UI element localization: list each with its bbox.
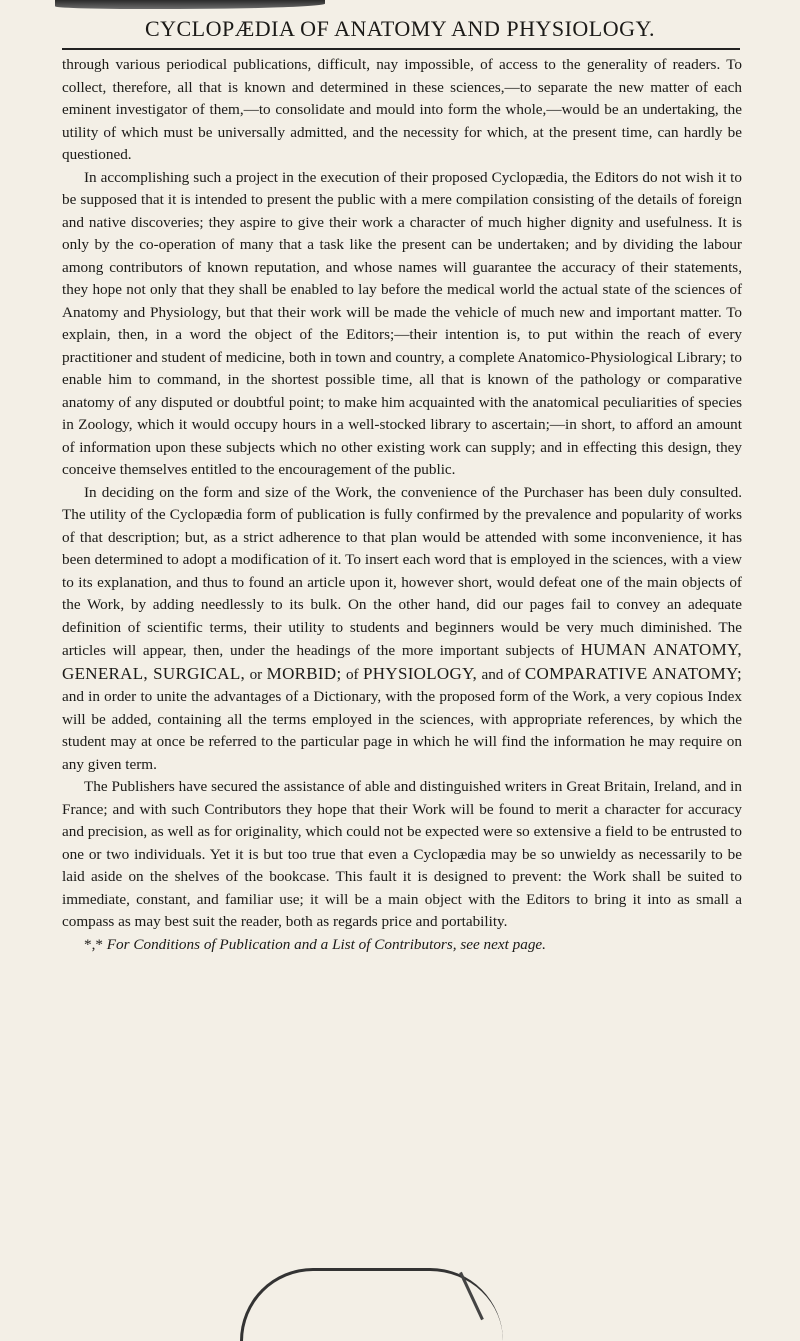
heading-morbid: MORBID; xyxy=(266,663,342,683)
paragraph-3-text-a: In deciding on the form and size of the Work, the convenience of the Purchaser has been duly consulted. The utility of the Cyclopædia form of publication is fully confirmed by the prevalence and popularity of works of that description; but, as a strict adherence to that plan would be attended with some inconvenience, it has been determined to adopt a modification of it. To insert each word that is employed in the sciences, with a view to its explanation, and thus to found an article upon it, however short, would defeat one of the main objects of the Work, by adding needlessly to its bulk. On the other hand, did our pages fail to convey an adequate definition of scientific terms, their utility to students and beginners would be very much diminished. The articles will appear, then, under the headings of the more important subjects of xyxy=(62,483,742,659)
footnote-mark: *,* xyxy=(84,935,103,953)
paragraph-3 xyxy=(62,482,742,777)
running-head: CYCLOPÆDIA OF ANATOMY AND PHYSIOLOGY. xyxy=(144,16,656,41)
paragraph-4: The Publishers have secured the assistance of able and distinguished writers in Great Britain, Ireland, and in France; and with such Contributors they hope that their Work will be found to merit a character for accuracy and precision, as well as for originality, which could not be expected were so extensive a field to be entrusted to one or two individuals. Yet it is but too true that even a Cyclopædia may be so unwieldy as necessarily to be laid aside on the shelves of the bookcase. This fault it is designed to prevent: the Work shall be suited to immediate, constant, and familiar use; it will be a main object with the Editors to bring it into as small a compass as may best suit the reader, both as regards price and portability. xyxy=(62,778,742,930)
paragraph-3-or: or xyxy=(249,665,263,683)
paragraph-3-of: of xyxy=(345,665,359,683)
heading-comparative-anatomy: COMPARATIVE ANATOMY; xyxy=(524,663,743,683)
heading-physiology: PHYSIOLOGY, xyxy=(363,663,478,683)
paragraph-3-text-b: and in order to unite the advantages of a Dictionary, with the proposed form of the Work, a very copious Index will be added, containing all the terms employed in the sciences, with appropriate references, by which the student may at once be referred to the particular page in which he will find the information he may require on any given term. xyxy=(62,688,742,773)
header-rule xyxy=(62,48,740,50)
footnote-text: For Conditions of Publication and a List of Contributors, see next page. xyxy=(106,935,546,953)
heading-human-anatomy: HUMAN ANATOMY, GENERAL, SURGICAL, xyxy=(62,640,742,683)
paragraph-3-and: and of xyxy=(481,665,521,683)
page-edge-shadow xyxy=(55,0,325,9)
paragraph-2: In accomplishing such a project in the execution of their proposed Cyclopædia, the Editors do not wish it to be supposed that it is intended to present the public with a mere compilation consisting of the details of foreign and native discoveries; they aspire to give their work a character of much higher dignity and usefulness. It is only by the co-operation of many that a task like the present can be undertaken; and by dividing the labour among contributors of known reputation, and whose names will guarantee the accuracy of their statements, they hope not only that they shall be enabled to lay before the medical world the actual state of the sciences of Anatomy and Physiology, but that their work will be made the vehicle of much new and important matter. To explain, then, in a word the object of the Editors;—their intention is, to put within the reach of every practitioner and student of medicine, both in town and country, a complete Anatomico-Physiological Library; to enable him to command, in the shortest possible time, all that is known of the pathology or comparative anatomy of any disputed or doubtful point; to make him acquainted with the anatomical peculiarities of species in Zoology, which it would occupy hours in a well-stocked library to ascertain;—in short, to afford an amount of information upon these subjects which no other existing work can supply; and in effecting this design, they conceive themselves entitled to the encouragement of the public. xyxy=(62,168,742,478)
paragraph-1: through various periodical publications, difficult, nay impossible, of access to the generality of readers. To collect, therefore, all that is known and determined in these sciences,—to separate the new matter of each eminent investigator of them,—to consolidate and mould into form the whole,—would be an undertaking, the utility of which must be universally admitted, and the necessity for which, at the present time, can hardly be questioned. xyxy=(62,56,742,163)
page-body xyxy=(62,54,742,956)
footnote xyxy=(62,934,742,957)
